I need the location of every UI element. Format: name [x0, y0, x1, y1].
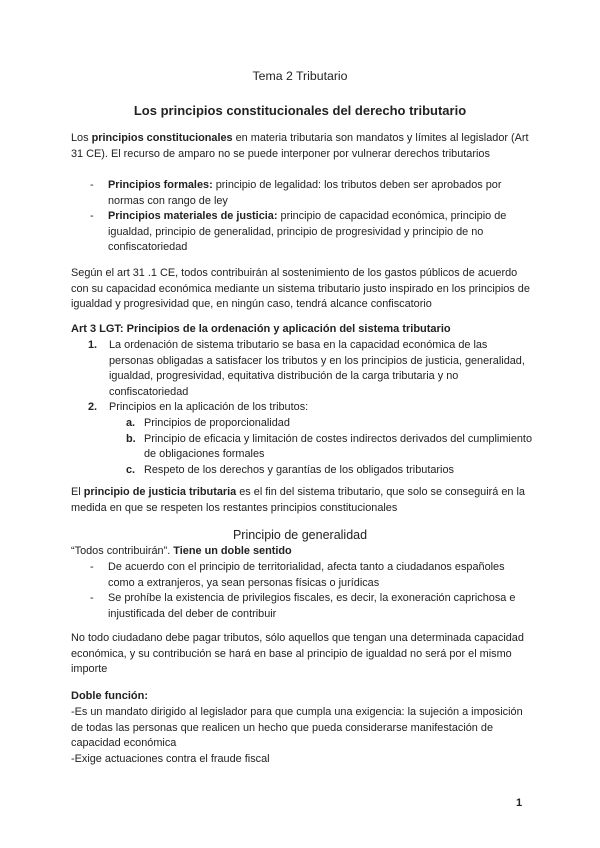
list-item: c. Respeto de los derechos y garantías de los obligados tributarios: [126, 463, 454, 476]
intro-paragraph: Los principios constitucionales en materia tributaria son mandatos y límites al legislador (Art 31 CE). El recurso de amparo no se puede interponer por vulnerar derechos tributarios: [71, 132, 529, 160]
list-item: b. Principio de eficacia y limitación de costes indirectos derivados del cumplimiento de obligaciones formales: [126, 432, 533, 461]
justice-paragraph: El principio de justicia tributaria es el fin del sistema tributario, que solo se conseguirá en la medida en que se respeten los restantes principios constitucionales: [71, 486, 525, 514]
list-item: 1. La ordenación de sistema tributario se basa en la capacidad económica de las personas obligadas a satisfacer los tributos y en los principios de justicia, generalidad, igualdad, progresividad, equitativa distribución de la carga tributaria y no confiscatoriedad: [88, 339, 525, 398]
document-title: Tema 2 Tributario: [252, 69, 348, 83]
list-item: - Principios formales: principio de legalidad: los tributos deben ser aprobados por normas con rango de ley: [90, 179, 502, 207]
generality-quote: “Todos contribuirán”. Tiene un doble sentido: [71, 545, 292, 557]
page-number: 1: [516, 797, 523, 809]
list-item: - Principios materiales de justicia: principio de capacidad económica, principio de igualdad, principio de generalidad, principio de progresividad y principio de no confiscatoriedad: [90, 210, 507, 254]
document-subtitle: Los principios constitucionales del derecho tributario: [133, 103, 467, 118]
double-function-heading: Doble función:: [71, 690, 148, 702]
art3-heading: Art 3 LGT: Principios de la ordenación y aplicación del sistema tributario: [71, 323, 451, 335]
list-item: 2. Principios en la aplicación de los tributos:: [88, 401, 309, 414]
principles-list: [71, 178, 533, 256]
double-function-line-1: -Es un mandato dirigido al legislador para que cumpla una exigencia: la sujeción a imposición de todas las personas que realicen un hecho que pueda considerarse manifestación de capacidad económica: [71, 706, 523, 750]
art31-paragraph: Según el art 31 .1 CE, todos contribuirán al sostenimiento de los gastos públicos de acuerdo con su capacidad económica mediante un sistema tributario justo inspirado en los principios de igualdad y progresividad que, en ningún caso, tendrá alcance confiscatorio: [71, 267, 530, 311]
generality-heading: Principio de generalidad: [232, 528, 368, 542]
generality-paragraph: No todo ciudadano debe pagar tributos, sólo aquellos que tengan una determinada capacidad económica, y su contribución se hará en base al principio de igualdad no será por el mismo importe: [71, 632, 524, 676]
generality-list: [71, 560, 533, 622]
intro-bold-term: principios constitucionales: [91, 132, 233, 144]
double-function-line-2: -Exige actuaciones contra el fraude fiscal: [71, 753, 270, 765]
list-item: a. Principios de proporcionalidad: [126, 416, 290, 429]
art3-list: [71, 338, 533, 478]
list-item: - Se prohíbe la existencia de privilegios fiscales, es decir, la exoneración caprichosa e injustificada del deber de contribuir: [90, 592, 516, 620]
list-item: - De acuerdo con el principio de territorialidad, afecta tanto a ciudadanos españoles como a extranjeros, ya sean personas físicas o jurídicas: [90, 561, 505, 589]
